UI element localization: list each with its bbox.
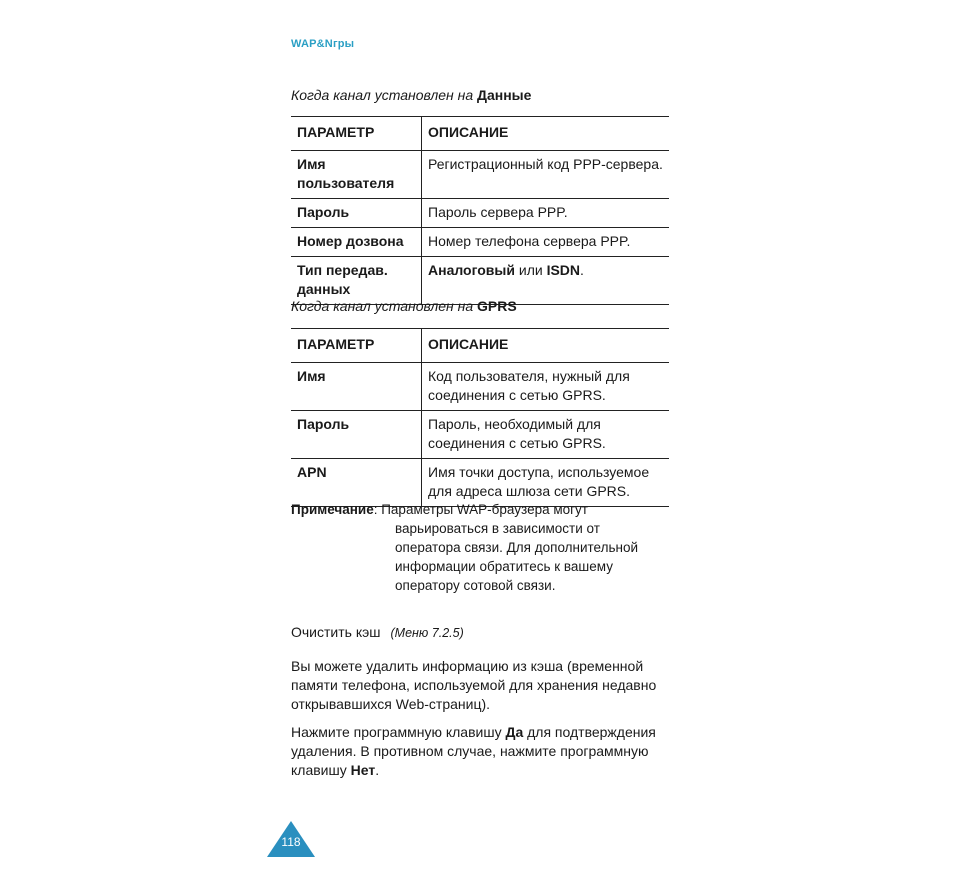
section-title — [291, 624, 464, 640]
desc-cell: Имя точки доступа, используемое для адреса шлюза сети GPRS. — [422, 459, 670, 507]
desc-bold-isdn: ISDN — [546, 262, 581, 278]
desc-text-end: . — [580, 262, 584, 278]
note-block — [291, 500, 681, 595]
header-param: ПАРАМЕТР — [291, 117, 422, 151]
para2-text-3: . — [375, 762, 380, 778]
table2-caption-prefix: Когда канал установлен на — [291, 298, 474, 314]
param-cell: Пароль — [291, 411, 422, 459]
table-header-row — [291, 117, 669, 151]
table2-caption — [291, 298, 517, 314]
table-row — [291, 228, 669, 257]
menu-reference: (Меню 7.2.5) — [390, 626, 464, 640]
desc-cell: Пароль, необходимый для соединения с сетью GPRS. — [422, 411, 670, 459]
table-row — [291, 363, 669, 411]
header-desc: ОПИСАНИЕ — [422, 117, 670, 151]
note-label: Примечание — [291, 502, 374, 517]
desc-bold-analog: Аналоговый — [428, 262, 515, 278]
desc-text-or: или — [514, 262, 547, 278]
param-cell: Номер дозвона — [291, 228, 422, 257]
para2-text-2: для подтверждения удаления. В противном случае, нажмите программную клавишу — [291, 724, 656, 778]
softkey-no-label: Нет — [350, 762, 376, 778]
note-line: оператора связи. Для дополнительной — [395, 540, 639, 555]
param-cell: APN — [291, 459, 422, 507]
table-header-row — [291, 329, 669, 363]
note-line: информации обратитесь к вашему — [395, 559, 613, 574]
desc-cell: Номер телефона сервера PPP. — [422, 228, 670, 257]
note-first-line — [291, 500, 681, 519]
header-desc: ОПИСАНИЕ — [422, 329, 670, 363]
table2-caption-bold: GPRS — [477, 298, 517, 314]
note-line: оператору сотовой связи. — [395, 578, 556, 593]
desc-cell: Пароль сервера PPP. — [422, 199, 670, 228]
note-first-text: : Параметры WAP-браузера могут — [373, 502, 588, 517]
desc-cell: Регистрационный код PPP-сервера. — [422, 151, 670, 199]
param-cell: Имя пользователя — [291, 151, 422, 199]
table-row — [291, 151, 669, 199]
desc-cell: Код пользователя, нужный для соединения с сетью GPRS. — [422, 363, 670, 411]
paragraph-cache-info: Вы можете удалить информацию из кэша (временной памяти телефона, используемой для хранения недавно открывавшихся Web-страниц). — [291, 658, 657, 712]
section-title-text: Очистить кэш — [291, 624, 381, 640]
para2-text-1: Нажмите программную клавишу — [291, 724, 506, 740]
softkey-yes-label: Да — [505, 724, 524, 740]
page-number: 118 — [281, 835, 301, 849]
paragraph-confirm — [291, 723, 671, 780]
table1-caption-bold: Данные — [477, 87, 532, 103]
note-line: варьироваться в зависимости от — [395, 521, 600, 536]
table-row — [291, 411, 669, 459]
table-data-channel — [291, 116, 669, 305]
param-cell: Имя — [291, 363, 422, 411]
page-number-badge — [267, 821, 315, 857]
table1-caption-prefix: Когда канал установлен на — [291, 87, 474, 103]
param-cell: Пароль — [291, 199, 422, 228]
section-header: WAP&Nгры — [291, 38, 355, 50]
table1-caption — [291, 87, 531, 103]
header-param: ПАРАМЕТР — [291, 329, 422, 363]
table-gprs-channel — [291, 328, 669, 507]
param-cell: Тип передав. данных — [291, 257, 422, 305]
table-row — [291, 199, 669, 228]
